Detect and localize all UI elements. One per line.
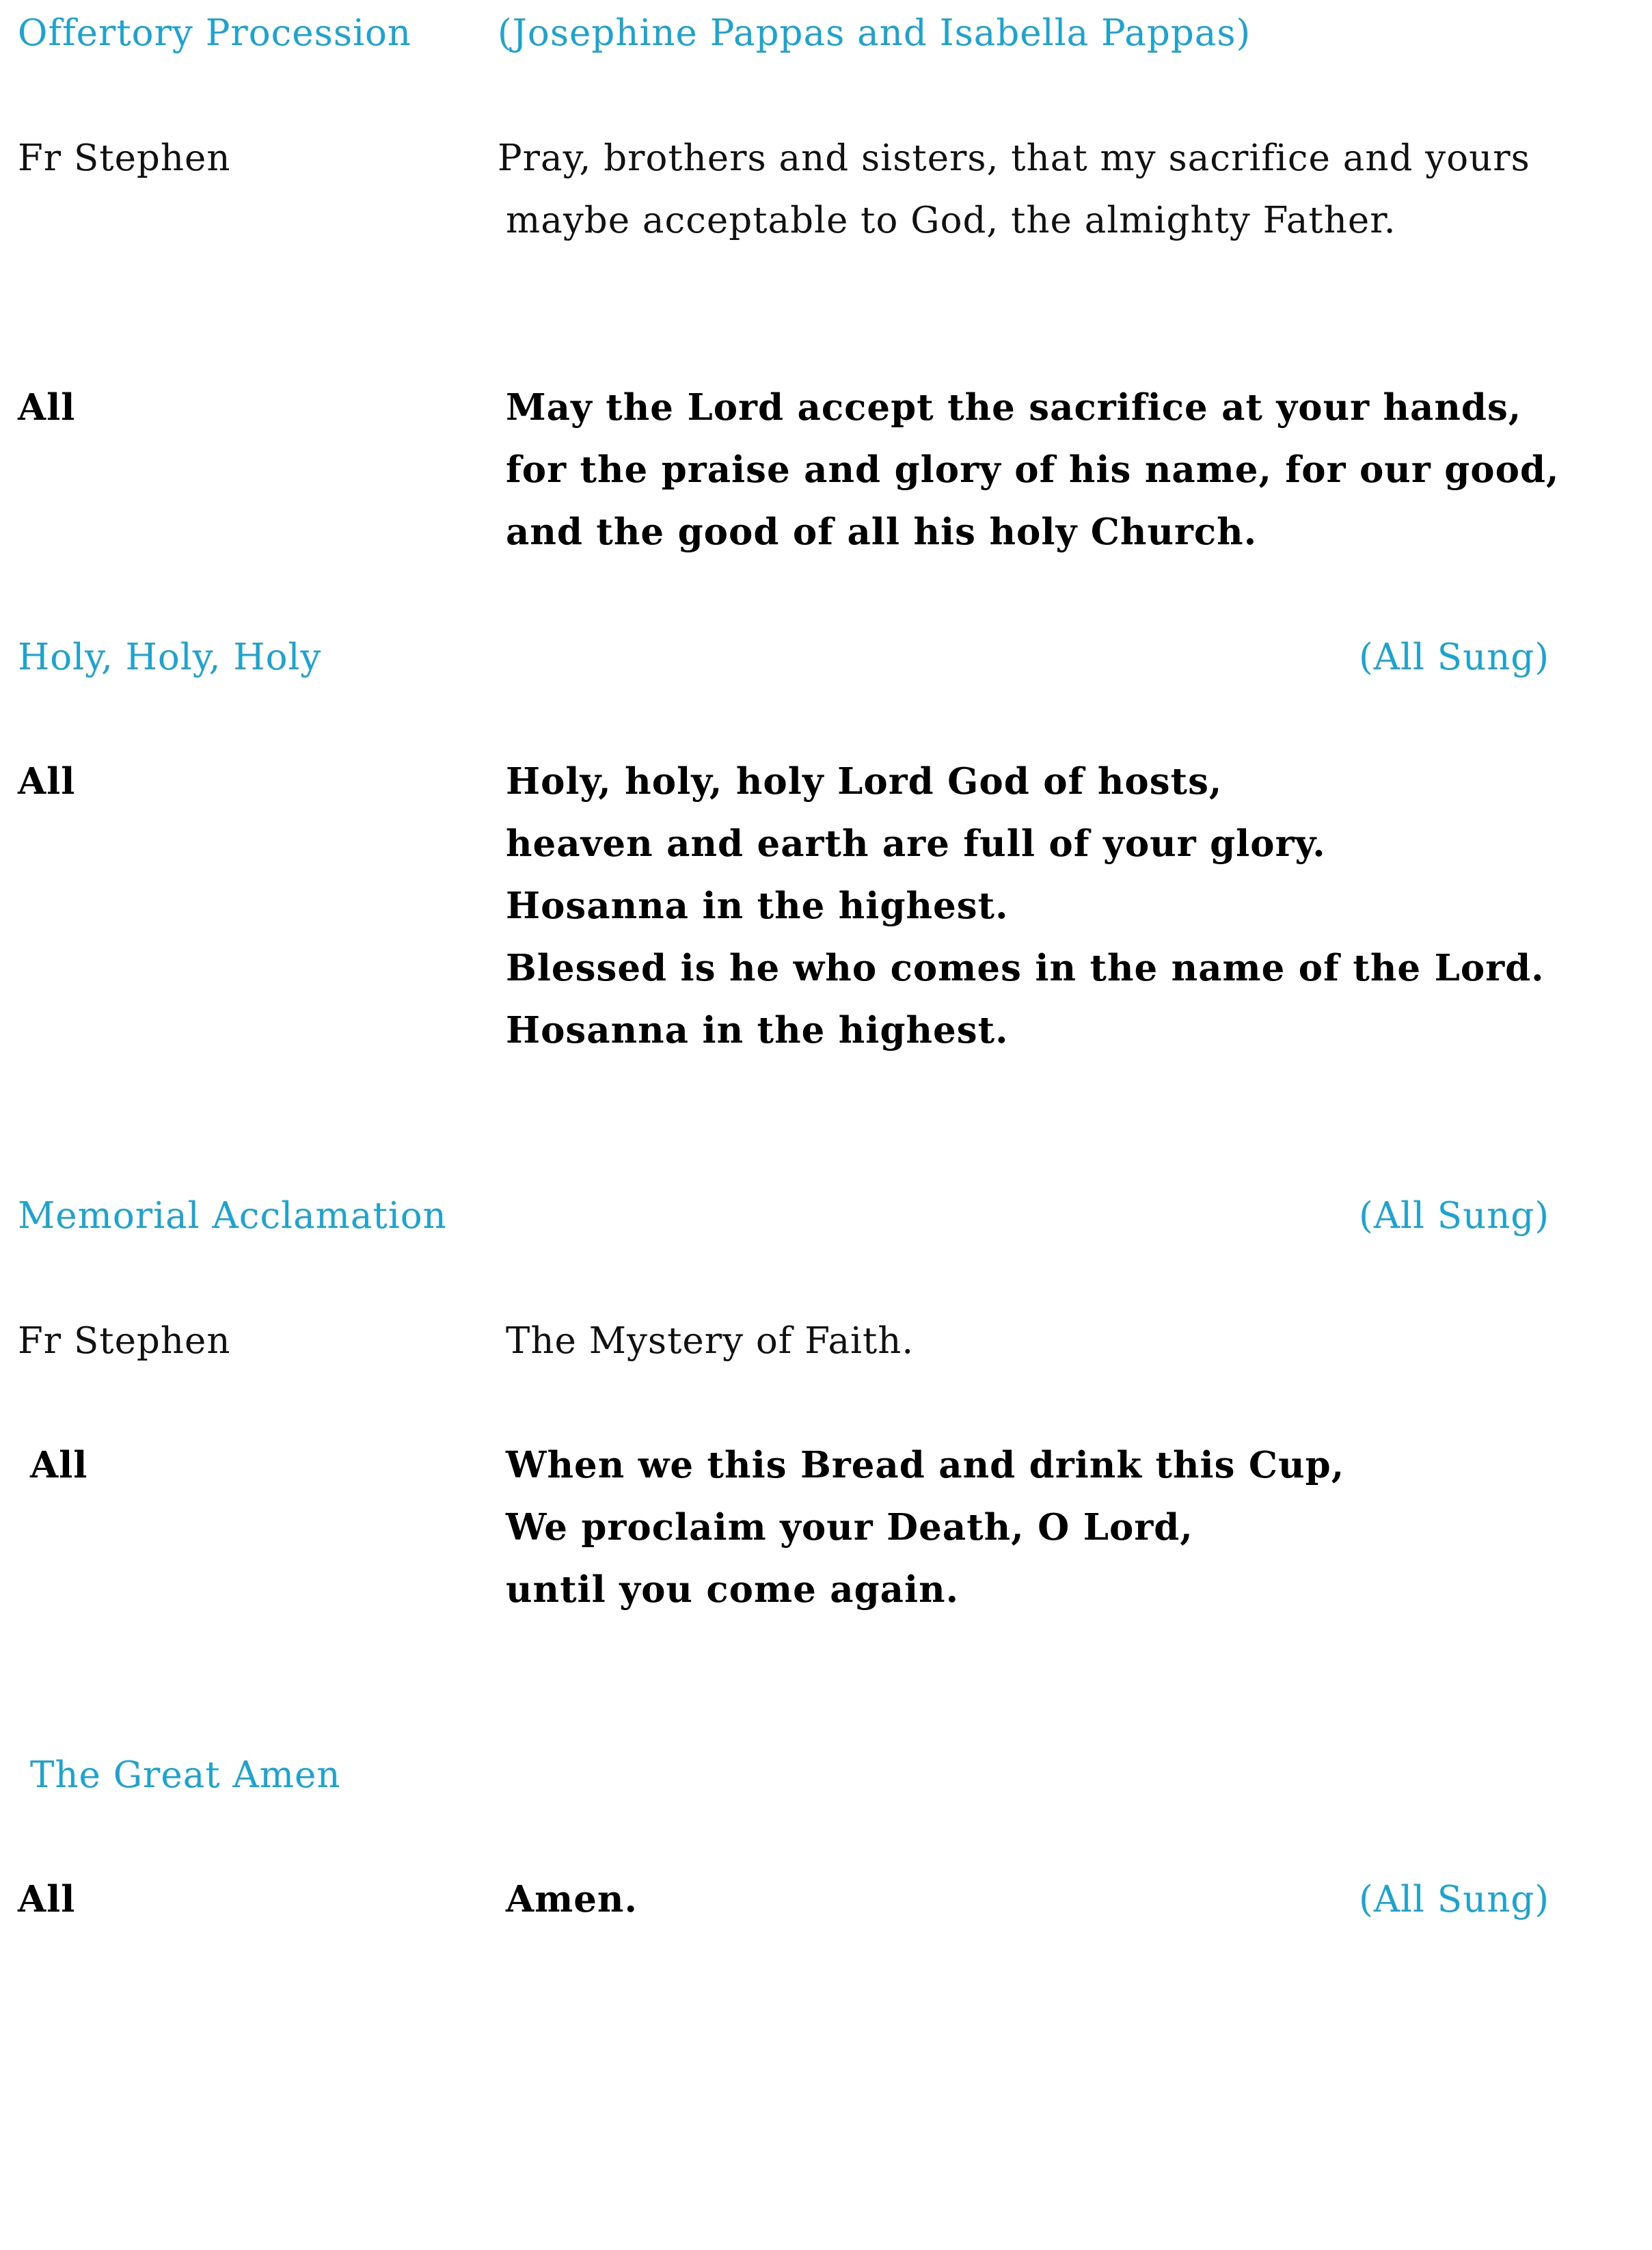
holy-text [506, 760, 1545, 1075]
speaker-label-all: All [18, 1878, 76, 1920]
section-heading-memorial: Memorial Acclamation [18, 1195, 447, 1237]
memorial-line: We proclaim your Death, O Lord, [506, 1506, 1193, 1549]
section-heading-great-amen: The Great Amen [30, 1754, 341, 1796]
memorial-line: When we this Bread and drink this Cup, [506, 1444, 1345, 1486]
offertory-participants-note: (Josephine Pappas and Isabella Pappas) [498, 12, 1251, 54]
memorial-line: until you come again. [506, 1568, 960, 1611]
amen-line: Amen. [506, 1878, 638, 1920]
amen-sung-note: (All Sung) [1359, 1879, 1549, 1920]
memorial-text [506, 1444, 1345, 1634]
prayer-line-1: Pray, brothers and sisters, that my sacrifice and yours [498, 137, 1530, 179]
section-heading-offertory: Offertory Procession [18, 12, 412, 54]
holy-line: Holy, holy, holy Lord God of hosts, [506, 760, 1223, 803]
speaker-label-all: All [18, 386, 76, 429]
response-line: May the Lord accept the sacrifice at your hands, [506, 386, 1522, 429]
memorial-sung-note: (All Sung) [1359, 1195, 1549, 1237]
speaker-label-priest: Fr Stephen [18, 137, 231, 179]
section-heading-holy: Holy, Holy, Holy [18, 637, 322, 678]
speaker-label-all: All [30, 1444, 88, 1486]
prayer-line-2: maybe acceptable to God, the almighty Father. [506, 200, 1396, 241]
holy-line: Hosanna in the highest. [506, 885, 1009, 927]
holy-sung-note: (All Sung) [1359, 637, 1549, 678]
speaker-label-all: All [18, 760, 76, 803]
response-text [506, 386, 1560, 576]
speaker-label-priest: Fr Stephen [18, 1320, 231, 1362]
holy-line: Blessed is he who comes in the name of the Lord. [506, 947, 1545, 989]
response-line: and the good of all his holy Church. [506, 511, 1258, 553]
mystery-of-faith-line: The Mystery of Faith. [506, 1320, 915, 1362]
holy-line: heaven and earth are full of your glory. [506, 822, 1326, 865]
holy-line: Hosanna in the highest. [506, 1009, 1009, 1052]
response-line: for the praise and glory of his name, for our good, [506, 448, 1560, 491]
